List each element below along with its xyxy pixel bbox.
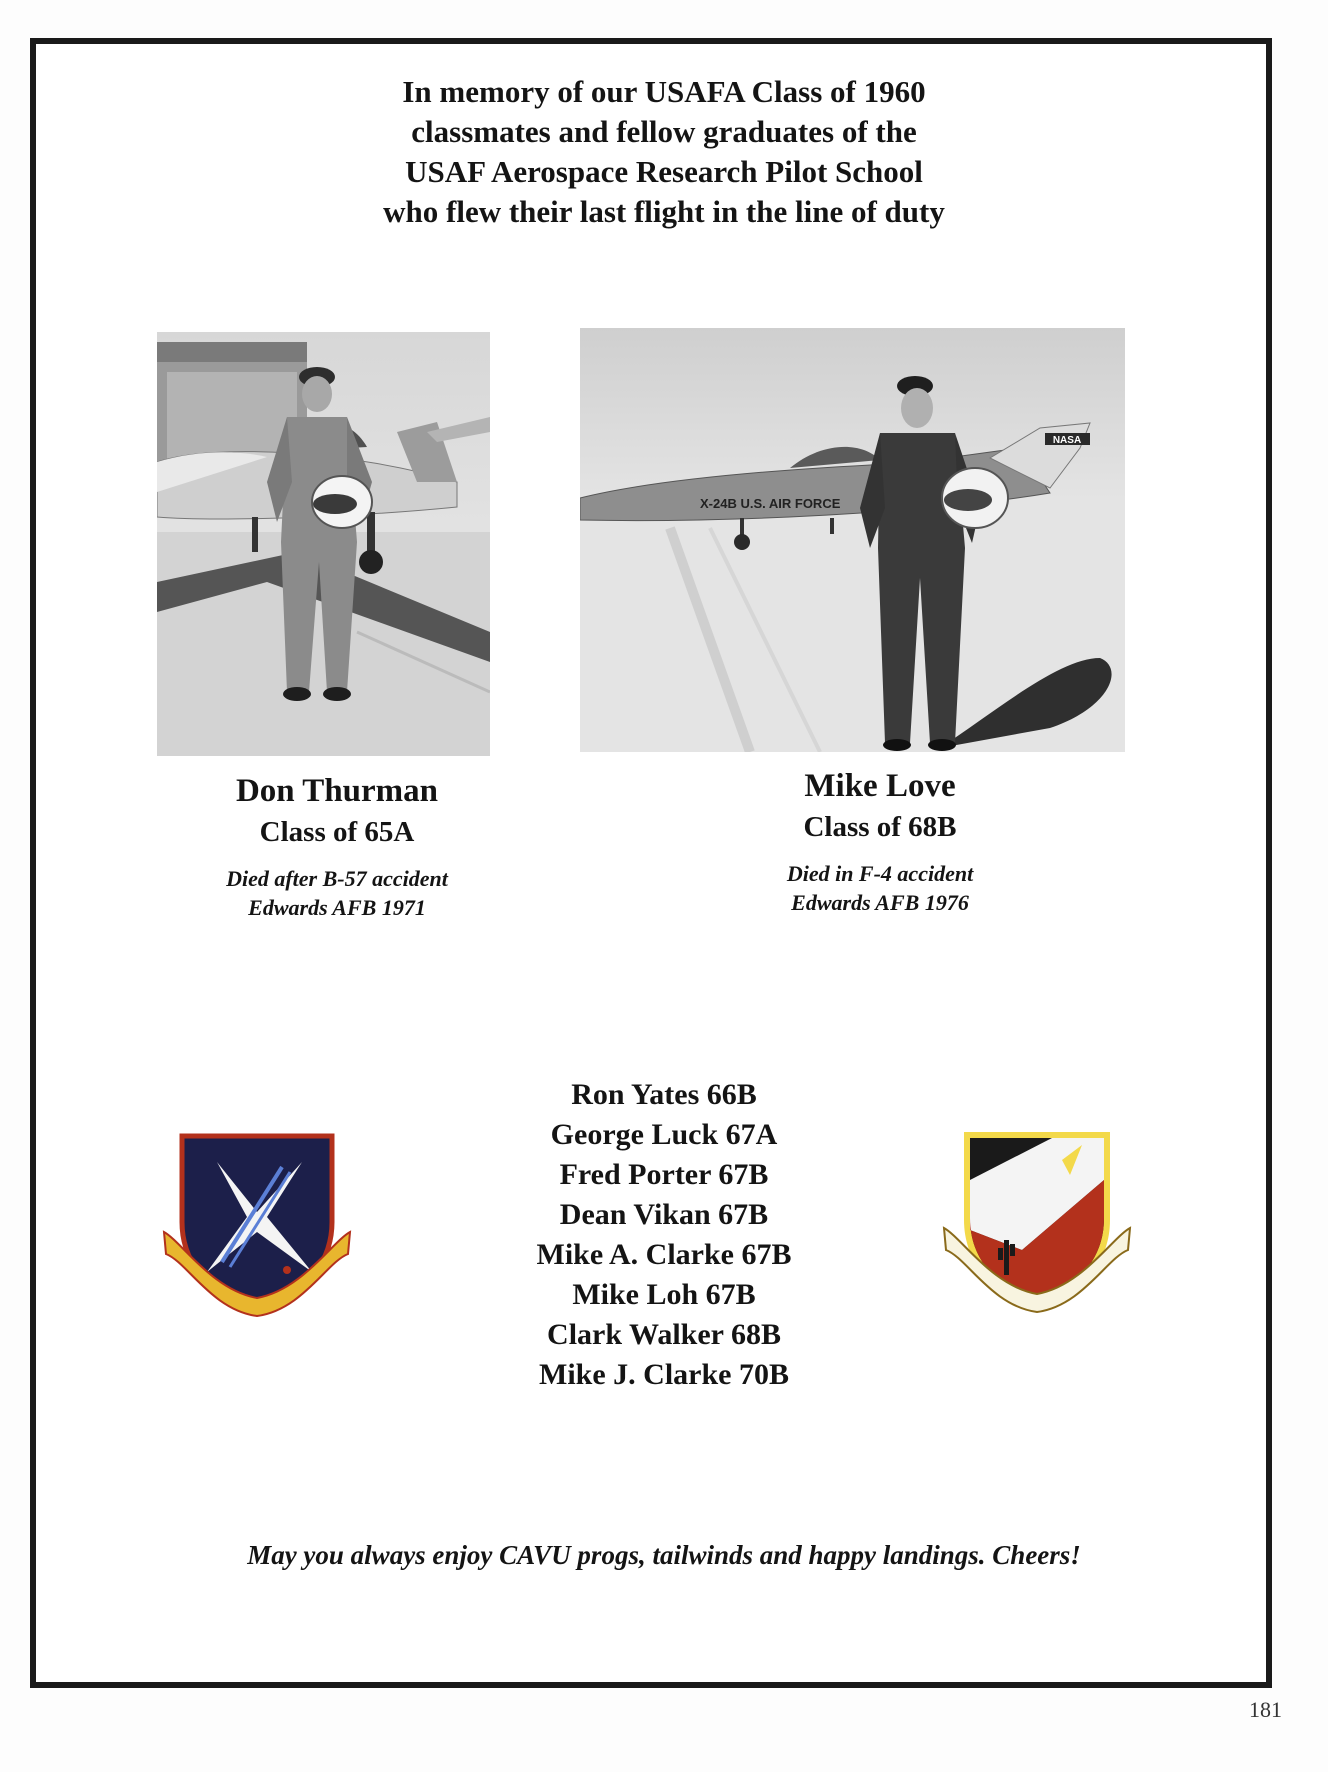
honoree-caption <box>700 765 1060 917</box>
closing-message: May you always enjoy CAVU progs, tailwinds and happy landings. Cheers! <box>247 1540 1081 1570</box>
heading-line: USAF Aerospace Research Pilot School <box>405 154 923 189</box>
tail-marking: NASA <box>1052 435 1082 446</box>
note-line: Edwards AFB 1971 <box>248 895 426 920</box>
heading-line: classmates and fellow graduates of the <box>411 114 917 149</box>
heading-line: who flew their last flight in the line of duty <box>383 194 945 229</box>
roster-entry: Ron Yates 66B <box>571 1078 757 1111</box>
honoree-class: Class of 68B <box>803 811 957 843</box>
honoree-note <box>700 859 1060 917</box>
honoree-name: Don Thurman <box>235 773 439 809</box>
roster-list <box>0 1075 1328 1395</box>
memorial-heading <box>0 72 1328 232</box>
roster-entry: Mike A. Clarke 67B <box>536 1238 792 1271</box>
roster-entry: Mike Loh 67B <box>572 1278 756 1311</box>
page-number: 181 <box>1249 1697 1282 1722</box>
honoree-name: Mike Love <box>804 768 956 804</box>
honoree-caption <box>157 770 517 922</box>
roster-entry: Fred Porter 67B <box>559 1158 769 1191</box>
heading-line: In memory of our USAFA Class of 1960 <box>402 74 926 109</box>
note-line: Died after B-57 accident <box>226 866 448 891</box>
roster-entry: Dean Vikan 67B <box>559 1198 769 1231</box>
honoree-note <box>157 864 517 922</box>
photo-don-thurman <box>157 332 490 756</box>
aircraft-marking: X-24B U.S. AIR FORCE <box>700 496 841 511</box>
roster-entry: Mike J. Clarke 70B <box>539 1358 789 1391</box>
photo-mike-love <box>580 328 1125 752</box>
roster-entry: Clark Walker 68B <box>547 1318 781 1351</box>
note-line: Died in F-4 accident <box>786 861 974 886</box>
note-line: Edwards AFB 1976 <box>791 890 969 915</box>
honoree-class: Class of 65A <box>259 816 415 848</box>
roster-entry: George Luck 67A <box>550 1118 778 1151</box>
